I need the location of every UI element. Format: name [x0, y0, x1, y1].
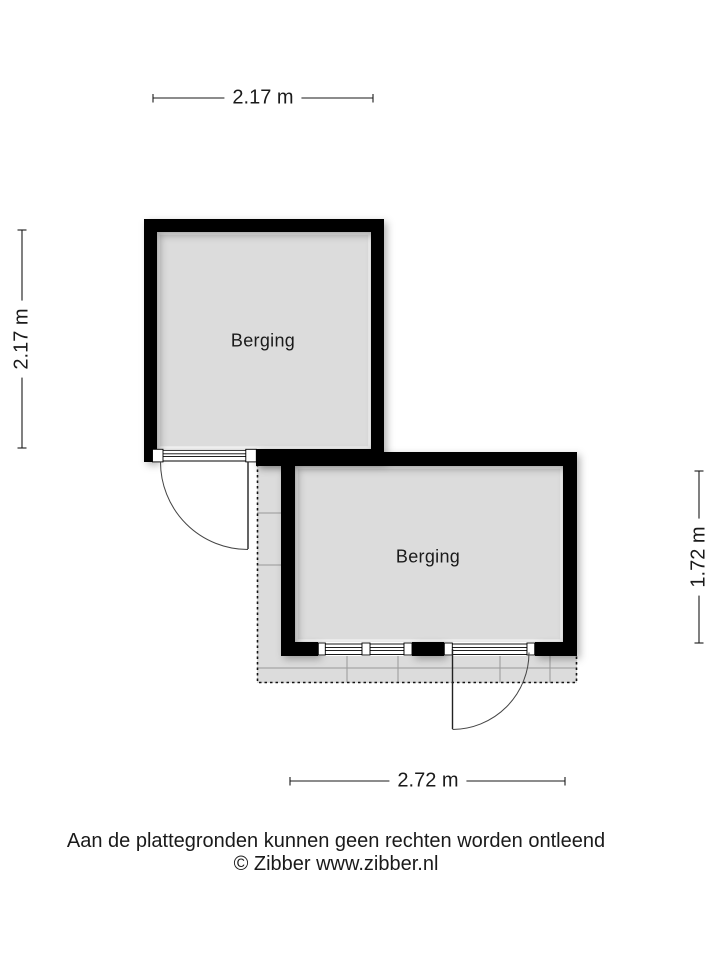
room-a-label: Berging: [230, 330, 296, 351]
terrace-left-strip: [257, 464, 281, 683]
window-mullion: [362, 643, 370, 655]
dimension-top: 2.17 m: [224, 87, 301, 110]
window: [370, 644, 404, 655]
dimension-left: 2.17 m: [11, 300, 34, 377]
door-threshold: [452, 644, 527, 655]
disclaimer-text: Aan de plattegronden kunnen geen rechten worden ontleend: [66, 830, 606, 852]
footer: [0, 830, 672, 876]
door-jamb: [444, 643, 452, 655]
room-b-label: Berging: [395, 546, 461, 567]
dimension-right: 1.72 m: [688, 518, 711, 595]
room-a-door: [153, 449, 257, 549]
dimension-bottom: 2.72 m: [389, 770, 466, 793]
door-jamb: [527, 643, 535, 655]
window-jamb: [404, 643, 412, 655]
door-jamb: [246, 449, 256, 462]
window-jamb: [318, 643, 325, 655]
window: [325, 644, 362, 655]
credit-text: © Zibber www.zibber.nl: [233, 853, 439, 875]
door-jamb: [153, 449, 164, 462]
door-swing-arc: [161, 462, 249, 550]
